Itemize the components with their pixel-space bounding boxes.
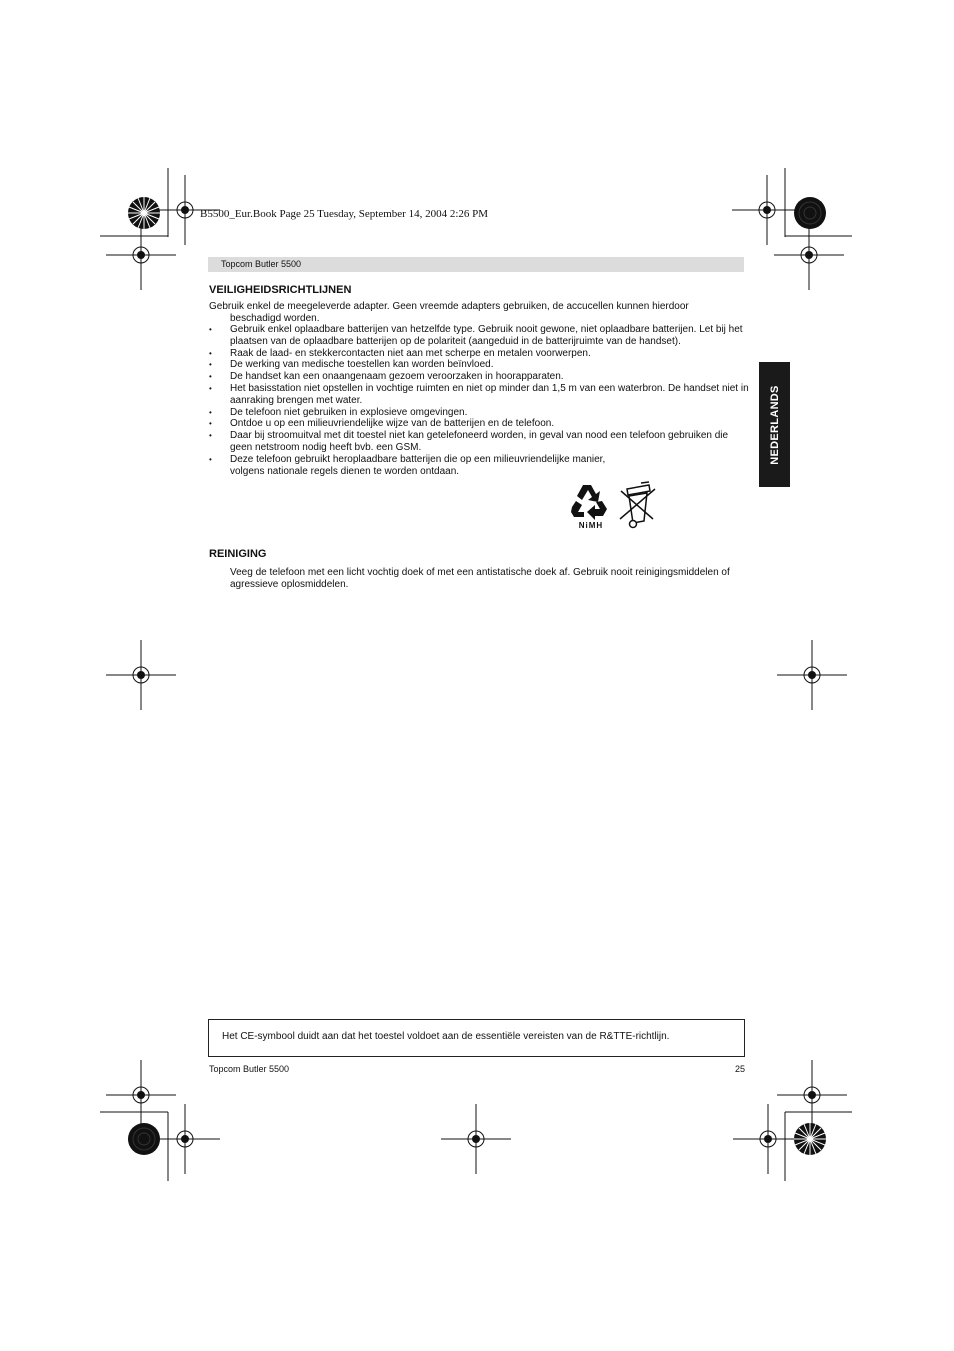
- list-item: • Ontdoe u op een milieuvriendelijke wijze van de batterijen en de telefoon.: [209, 418, 555, 430]
- bullet-icon: •: [209, 407, 212, 417]
- language-side-tab: [759, 362, 790, 487]
- safety-heading: VEILIGHEIDSRICHTLIJNEN: [209, 284, 352, 296]
- list-item: • Raak de laad- en stekkercontacten niet aan met scherpe en metalen voorwerpen.: [209, 347, 591, 359]
- list-item: • Gebruik enkel oplaadbare batterijen van hetzelfde type. Gebruik nooit gewone, niet oplaadbare batterijen. Let bij het plaatsen van de oplaadbare batterijen op de polariteit (aangeduid in de batterijruimte van de handset).: [209, 324, 743, 347]
- list-item: • Het basisstation niet opstellen in vochtige ruimten en niet op minder dan 1,5 m van een waterbron. De handset niet in aanraking brengen met water.: [209, 382, 749, 406]
- bullet-icon: •: [209, 454, 212, 464]
- list-item: • De handset kan een onaangenaam gezoem veroorzaken in hoorapparaten.: [209, 371, 564, 383]
- safety-intro: [209, 301, 749, 325]
- safety-intro-line-2: beschadigd worden.: [230, 312, 320, 324]
- page-number: 25: [735, 1064, 746, 1074]
- list-item: • De werking van medische toestellen kan worden beïnvloed.: [209, 359, 494, 371]
- running-header: [208, 257, 744, 272]
- crossed-bin-icon: [617, 479, 659, 529]
- bullet-icon: •: [209, 325, 212, 334]
- starburst-calibration-icon: [127, 196, 161, 230]
- list-item: • De telefoon niet gebruiken in explosieve omgevingen.: [209, 406, 468, 418]
- recycle-icon: [569, 481, 613, 531]
- language-side-tab-label: NEDERLANDS: [768, 384, 781, 465]
- safety-bullet-list: [209, 324, 749, 477]
- bullet-icon: •: [209, 348, 212, 358]
- list-item: • Daar bij stroomuitval met dit toestel niet kan getelefoneerd worden, in geval van nood een telefoon gebruiken die geen netstroom nodig heeft bvb. een GSM.: [209, 430, 729, 453]
- ce-notice-box: [208, 1019, 745, 1057]
- running-header-title: Topcom Butler 5500: [221, 259, 302, 269]
- footer-title: Topcom Butler 5500: [209, 1064, 290, 1074]
- cleaning-heading: REINIGING: [209, 548, 267, 560]
- bullet-icon: •: [209, 431, 212, 441]
- cleaning-text: Veeg de telefoon met een licht vochtig doek of met een antistatische doek af. Gebruik nooit reinigingsmiddelen of agressieve oplosmiddelen.: [230, 567, 730, 590]
- ce-notice-text: Het CE-symbool duidt aan dat het toestel voldoet aan de essentiële vereisten van de R&TTE-richtlijn.: [222, 1031, 670, 1042]
- safety-intro-line-1: Gebruik enkel de meegeleverde adapter. Geen vreemde adapters gebruiken, de accucellen kunnen hierdoor: [209, 301, 689, 312]
- recycle-label: NiMH: [578, 521, 604, 530]
- bullet-icon: •: [209, 419, 212, 429]
- list-item: • Deze telefoon gebruikt heroplaadbare batterijen die op een milieuvriendelijke manier, volgens nationale regels dienen te worden ontdaan.: [209, 453, 606, 477]
- registration-target-icon: [777, 640, 847, 710]
- print-info-line: B5500_Eur.Book Page 25 Tuesday, September 14, 2004 2:26 PM: [200, 208, 489, 220]
- registration-target-icon: [106, 220, 176, 290]
- registration-target-icon: [774, 220, 844, 290]
- bullet-icon: •: [209, 383, 212, 393]
- starburst-calibration-icon: [793, 196, 827, 230]
- starburst-calibration-icon: [127, 1122, 161, 1156]
- registration-target-icon: [441, 1104, 511, 1174]
- bullet-icon: •: [209, 360, 212, 370]
- registration-target-icon: [106, 640, 176, 710]
- bullet-icon: •: [209, 372, 212, 382]
- starburst-calibration-icon: [793, 1122, 827, 1156]
